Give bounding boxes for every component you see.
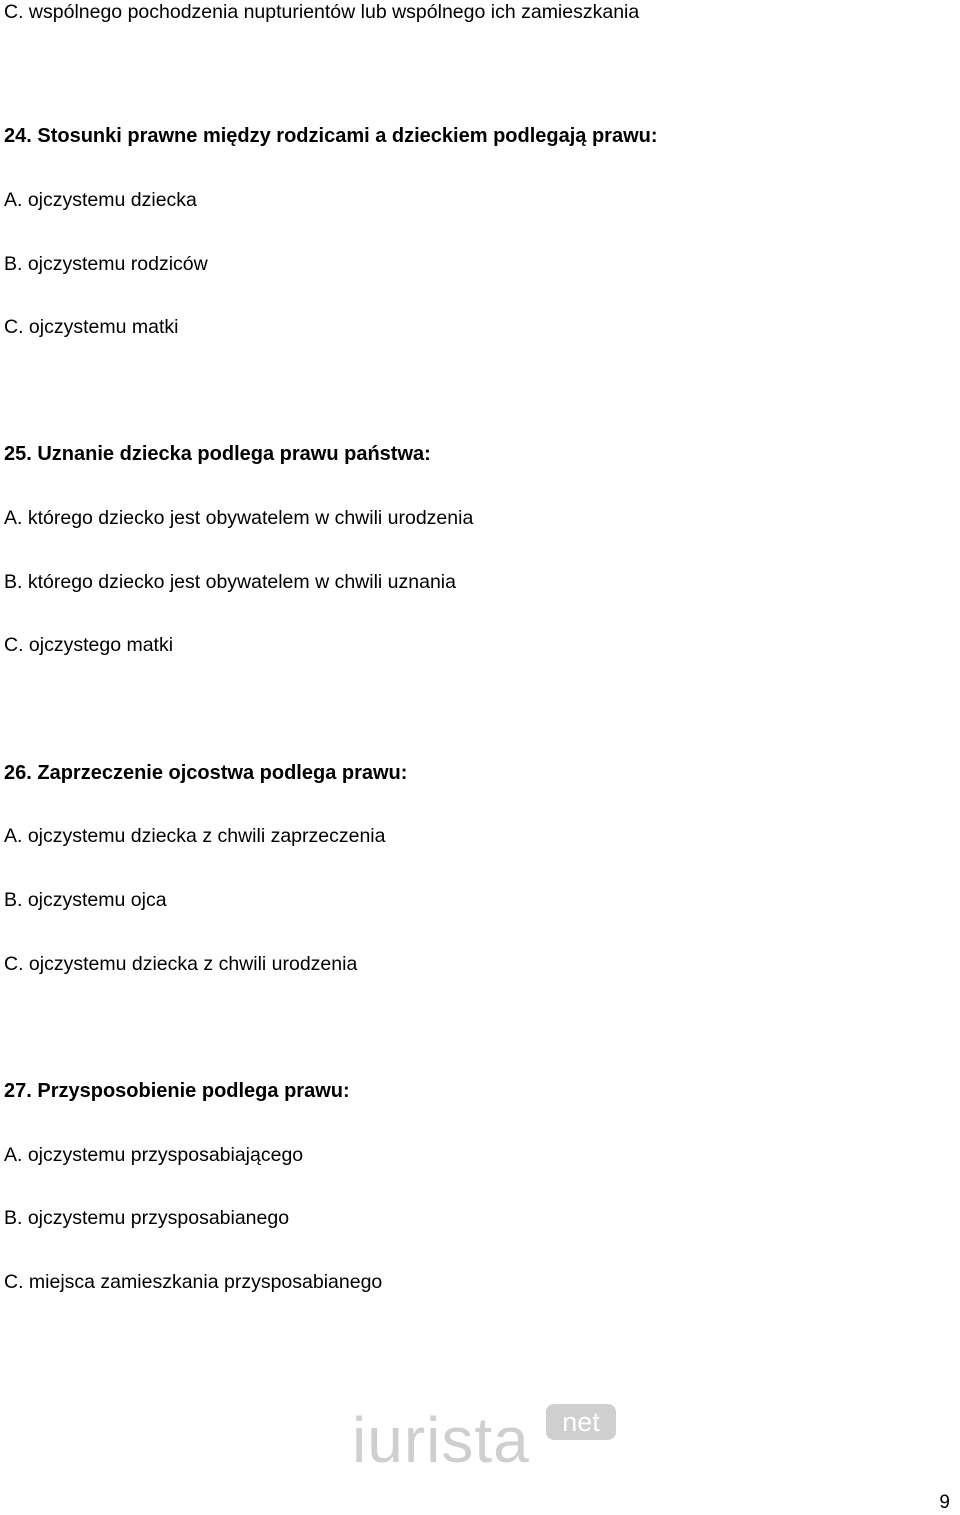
question-25-option-a: A. którego dziecko jest obywatelem w chwili urodzenia	[4, 507, 474, 529]
question-24-option-c: C. ojczystemu matki	[4, 316, 179, 338]
question-27-title: 27. Przysposobienie podlega prawu:	[4, 1080, 350, 1102]
question-26-option-b: B. ojczystemu ojca	[4, 889, 167, 911]
question-27-option-a: A. ojczystemu przysposabiającego	[4, 1144, 304, 1166]
question-25-option-c: C. ojczystego matki	[4, 634, 174, 656]
page-number: 9	[939, 1492, 950, 1513]
logo-iurista-text: iurista	[352, 1404, 530, 1470]
logo-net-text: net	[562, 1407, 600, 1437]
iurista-logo	[350, 1398, 622, 1470]
question-24-option-b: B. ojczystemu rodziców	[4, 253, 208, 275]
question-24-title: 24. Stosunki prawne między rodzicami a dzieckiem podlegają prawu:	[4, 125, 658, 147]
question-24-option-a: A. ojczystemu dziecka	[4, 189, 197, 211]
question-26-option-a: A. ojczystemu dziecka z chwili zaprzeczenia	[4, 825, 386, 847]
question-27-option-c: C. miejsca zamieszkania przysposabianego	[4, 1271, 383, 1293]
question-25-option-b: B. którego dziecko jest obywatelem w chwili uznania	[4, 571, 456, 593]
question-26-option-c: C. ojczystemu dziecka z chwili urodzenia	[4, 953, 358, 975]
intro-option-line: C. wspólnego pochodzenia nupturientów lub wspólnego ich zamieszkania	[4, 1, 640, 23]
question-26-title: 26. Zaprzeczenie ojcostwa podlega prawu:	[4, 762, 408, 784]
question-27-option-b: B. ojczystemu przysposabianego	[4, 1207, 290, 1229]
question-25-title: 25. Uznanie dziecka podlega prawu państwa:	[4, 443, 431, 465]
